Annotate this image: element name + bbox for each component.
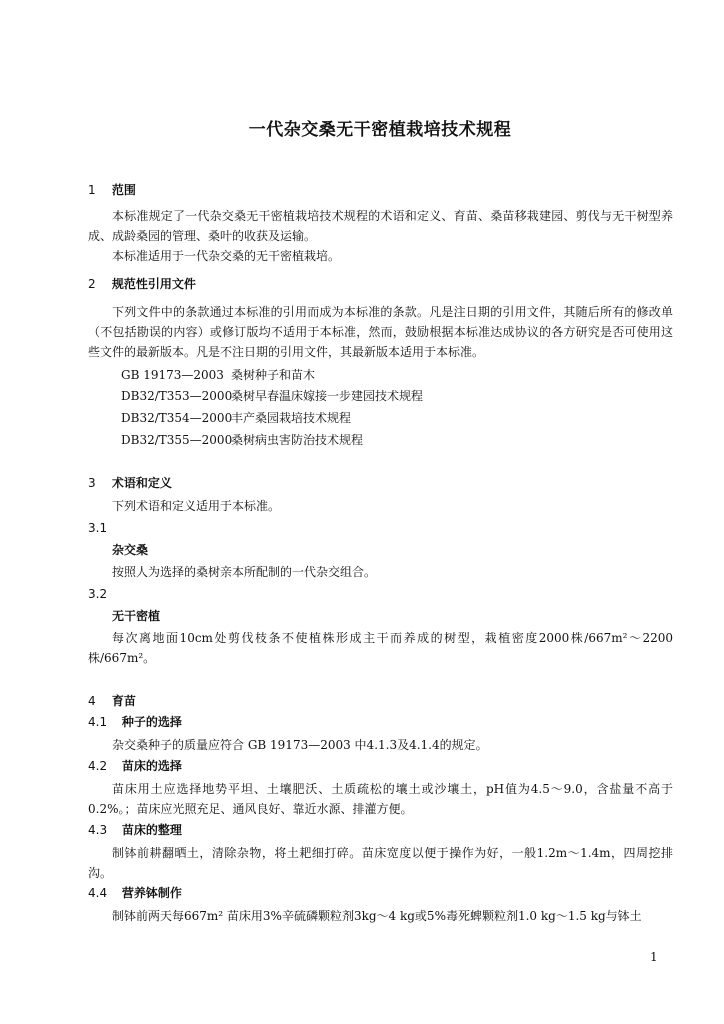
term-definition: 按照人为选择的桑树亲本所配制的一代杂交组合。 xyxy=(112,565,377,579)
subsection-4-3-text: 制钵前耕翻晒土，清除杂物，将土耙细打碎。苗床宽度以便于操作为好，一般1.2m～1.4m，四周挖排沟。 xyxy=(88,846,673,880)
section-1-paragraph-1: 本标准规定了一代杂交桑无干密植栽培技术规程的术语和定义、育苗、桑苗移栽建园、剪伐与无干树型养成、成龄桑园的管理、桑叶的收获及运输。 xyxy=(88,209,673,243)
subsection-title: 苗床的选择 xyxy=(121,759,182,773)
section-2-heading xyxy=(88,275,196,293)
subsection-title: 营养钵制作 xyxy=(121,886,182,900)
subsection-4-2-text: 苗床用土应选择地势平坦、土壤肥沃、土质疏松的壤土或沙壤土，pH值为4.5～9.0，含盐量不高于0.2%。；苗床应光照充足、通风良好、靠近水源、排灌方便。 xyxy=(88,782,673,816)
subsection-4-4-heading xyxy=(88,884,182,902)
reference-title: 桑树早春温床嫁接一步建园技术规程 xyxy=(231,389,424,403)
term-number: 3.2 xyxy=(88,587,108,601)
subsection-title: 苗床的整理 xyxy=(121,823,182,837)
subsection-number: 4.2 xyxy=(88,759,108,773)
subsection-number: 4.1 xyxy=(88,715,108,729)
reference-code: DB32/T355—2000 xyxy=(121,433,233,447)
section-title: 范围 xyxy=(111,183,136,197)
section-4-heading xyxy=(88,692,136,710)
section-number: 3 xyxy=(88,476,96,490)
reference-title: 丰产桑园栽培技术规程 xyxy=(231,411,352,425)
term-definition: 每次离地面10cm处剪伐枝条不使植株形成主干而养成的树型，栽植密度2000株/667m²～2200株/667m²。 xyxy=(88,631,673,665)
section-number: 2 xyxy=(88,277,96,291)
section-1-paragraph-2: 本标准适用于一代杂交桑的无干密植栽培。 xyxy=(112,249,341,263)
subsection-4-1-heading xyxy=(88,713,182,731)
subsection-number: 4.3 xyxy=(88,823,108,837)
reference-title: 桑树种子和苗木 xyxy=(231,368,316,382)
reference-item xyxy=(121,409,351,427)
section-1-heading xyxy=(88,181,136,199)
section-title: 育苗 xyxy=(111,694,136,708)
section-2-paragraph-1: 下列文件中的条款通过本标准的引用而成为本标准的条款。凡是注日期的引用文件，其随后所有的修改单（不包括勘误的内容）或修订版均不适用于本标准，然而，鼓励根据本标准达成协议的各方研究是否可使用这些文件的最新版本。凡是不注日期的引用文件，其最新版本适用于本标准。 xyxy=(88,305,673,359)
reference-code: DB32/T353—2000 xyxy=(121,389,233,403)
section-number: 1 xyxy=(88,183,96,197)
reference-item xyxy=(121,431,363,449)
subsection-4-4-text: 制钵前两天每667m² 苗床用3%辛硫磷颗粒剂3kg～4 kg或5%毒死蜱颗粒剂1.0 kg～1.5 kg与钵土 xyxy=(112,909,642,923)
reference-item xyxy=(121,366,315,384)
term-name: 无干密植 xyxy=(112,609,161,623)
subsection-title: 种子的选择 xyxy=(121,715,182,729)
document-title: 一代杂交桑无干密植栽培技术规程 xyxy=(248,120,512,140)
subsection-4-2-heading xyxy=(88,757,182,775)
reference-code: DB32/T354—2000 xyxy=(121,411,233,425)
section-3-heading xyxy=(88,474,172,492)
subsection-number: 4.4 xyxy=(88,886,108,900)
section-number: 4 xyxy=(88,694,96,708)
reference-code: GB 19173—2003 xyxy=(121,368,224,382)
section-title: 术语和定义 xyxy=(111,476,172,490)
term-number: 3.1 xyxy=(88,521,108,535)
subsection-4-3-heading xyxy=(88,821,182,839)
subsection-4-1-text: 杂交桑种子的质量应符合 GB 19173—2003 中4.1.3及4.1.4的规定。 xyxy=(112,738,488,752)
page-number: 1 xyxy=(650,950,658,964)
section-title: 规范性引用文件 xyxy=(111,277,196,291)
section-3-paragraph-1: 下列术语和定义适用于本标准。 xyxy=(112,499,281,513)
reference-title: 桑树病虫害防治技术规程 xyxy=(231,433,364,447)
term-name: 杂交桑 xyxy=(112,543,149,557)
reference-item xyxy=(121,387,423,405)
